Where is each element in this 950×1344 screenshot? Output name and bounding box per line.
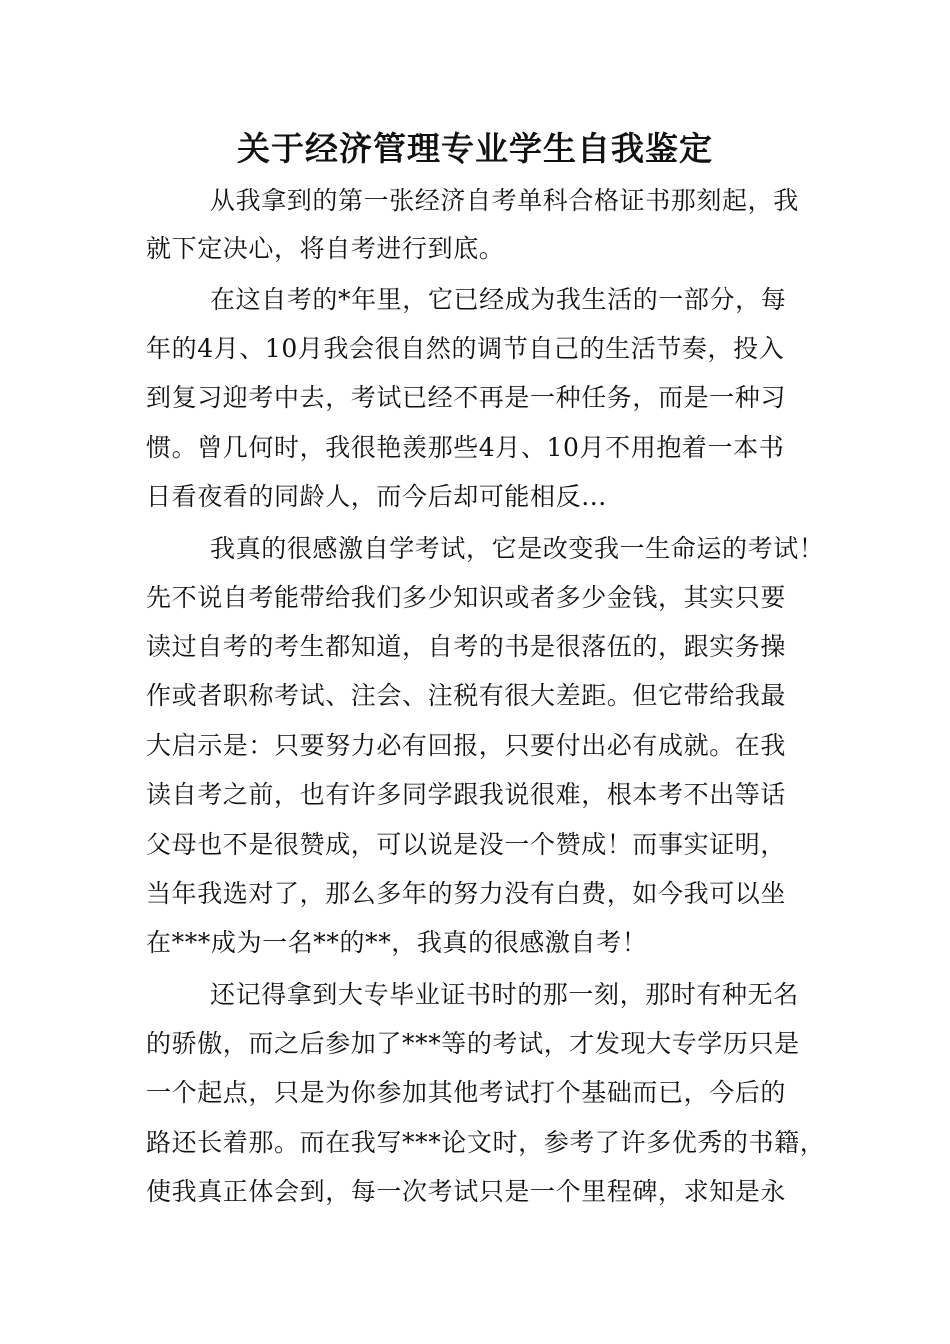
- text-line: 路还长着那。而在我写***论文时，参考了许多优秀的书籍，: [146, 1128, 826, 1157]
- text-line: 在这自考的*年里，它已经成为我生活的一部分，每: [210, 285, 787, 314]
- text-line: 惯。曾几何时，我很艳羡那些4月、10月不用抱着一本书: [146, 433, 785, 462]
- document-title: 关于经济管理专业学生自我鉴定: [237, 129, 713, 168]
- text-line: 年的4月、10月我会很自然的调节自己的生活节奏，投入: [146, 334, 785, 363]
- text-line: 作或者职称考试、注会、注税有很大差距。但它带给我最: [146, 681, 787, 710]
- text-line: 大启示是：只要努力必有回报，只要付出必有成就。在我: [146, 731, 787, 760]
- text-line: 先不说自考能带给我们多少知识或者多少金钱，其实只要: [146, 583, 787, 612]
- text-line: 还记得拿到大专毕业证书时的那一刻，那时有种无名: [210, 980, 799, 1009]
- text-line: 从我拿到的第一张经济自考单科合格证书那刻起，我: [210, 186, 799, 215]
- text-line: 读自考之前，也有许多同学跟我说很难，根本考不出等话: [146, 780, 787, 809]
- text-line: 在***成为一名**的**，我真的很感激自考！: [146, 928, 648, 957]
- text-line: 父母也不是很赞成，可以说是没一个赞成！而事实证明，: [146, 830, 787, 859]
- text-line: 当年我选对了，那么多年的努力没有白费，如今我可以坐: [146, 879, 787, 908]
- text-line: 就下定决心，将自考进行到底。: [146, 234, 505, 263]
- text-line: 的骄傲，而之后参加了***等的考试，才发现大专学历只是: [146, 1029, 800, 1058]
- text-line: 读过自考的考生都知道，自考的书是很落伍的，跟实务操: [146, 632, 787, 661]
- text-line: 使我真正体会到，每一次考试只是一个里程碑，求知是永: [146, 1177, 787, 1206]
- text-line: 日看夜看的同龄人，而今后却可能相反...: [146, 482, 607, 511]
- text-line: 一个起点，只是为你参加其他考试打个基础而已，今后的: [146, 1078, 787, 1107]
- text-line: 到复习迎考中去，考试已经不再是一种任务，而是一种习: [146, 383, 787, 412]
- text-line: 我真的很感激自学考试，它是改变我一生命运的考试！: [210, 534, 825, 563]
